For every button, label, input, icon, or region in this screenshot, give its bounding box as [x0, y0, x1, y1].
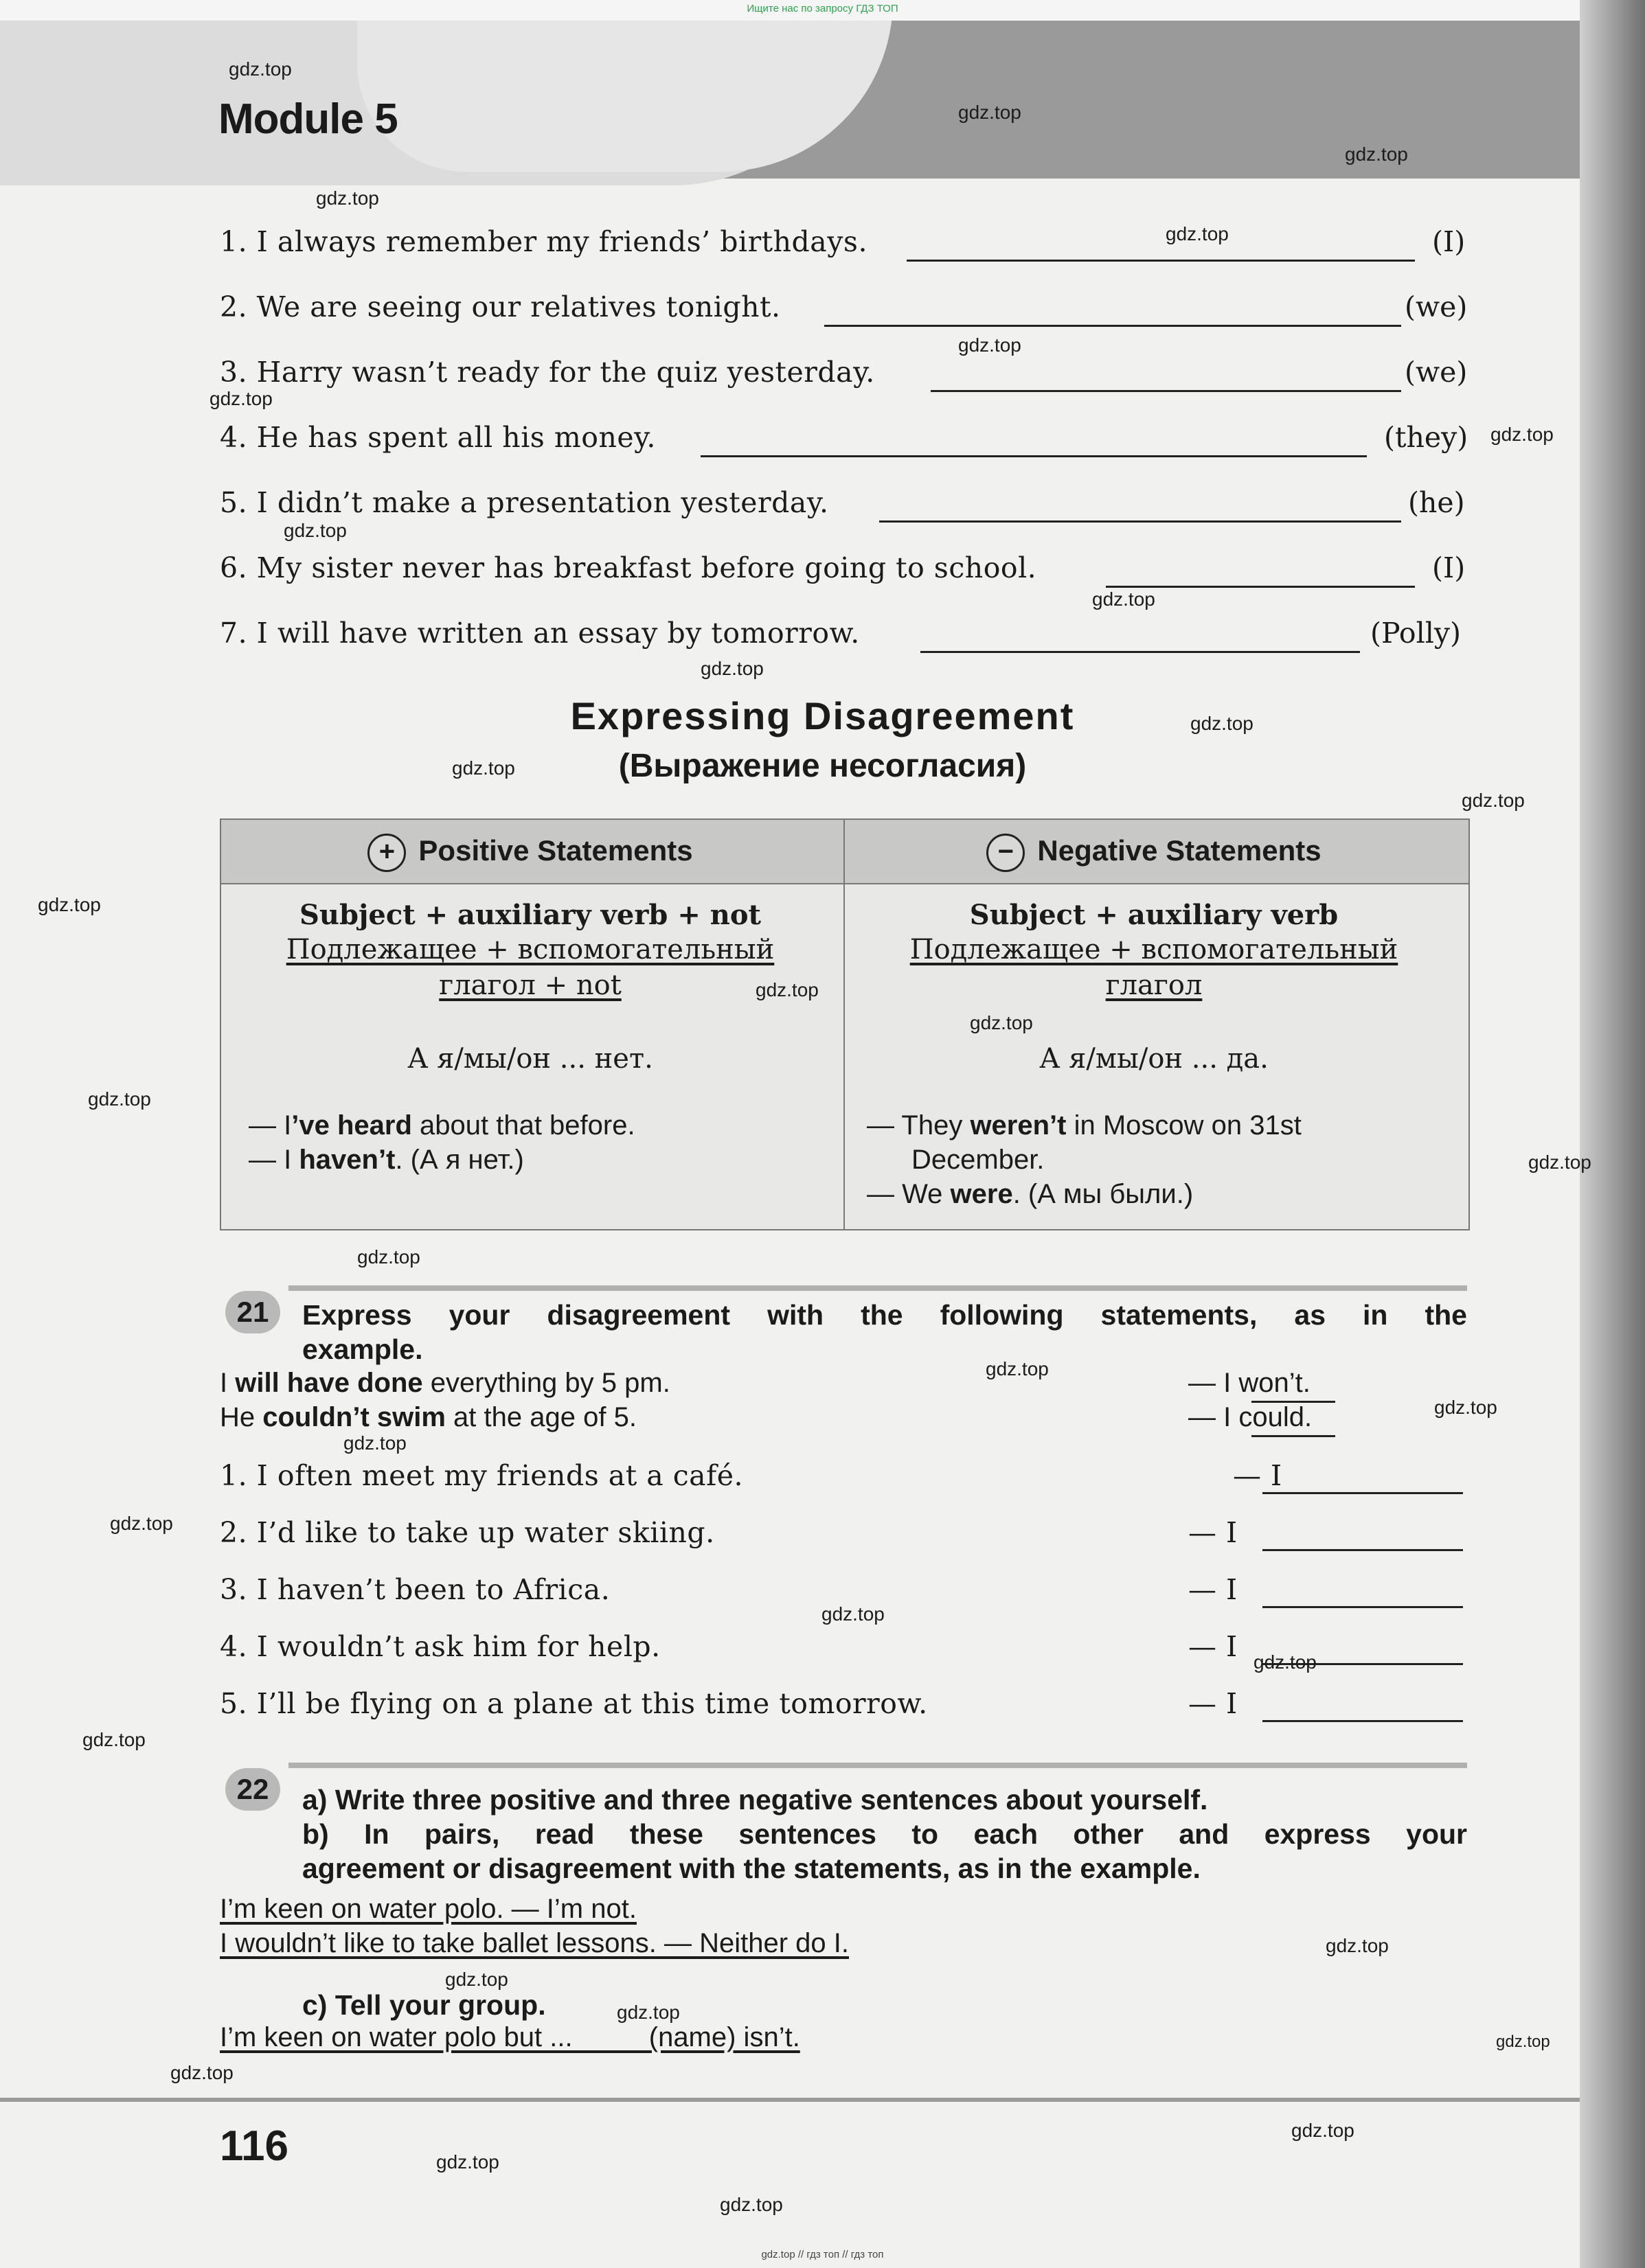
task21-answer: — I	[1188, 1516, 1238, 1549]
grammar-table	[220, 818, 1470, 1230]
task21-item: 5. I’ll be flying on a plane at this time tomorrow.	[220, 1687, 928, 1720]
page-number: 116	[220, 2122, 289, 2170]
task-instruction: example.	[302, 1333, 423, 1365]
section-title: Expressing Disagreement	[570, 694, 1075, 737]
positive-example: — I haven’t. (А я нет.)	[249, 1145, 524, 1175]
exercise-item: 5. I didn’t make a presentation yesterday.	[220, 486, 829, 519]
task-rule	[288, 1763, 1467, 1768]
task21-answer: — I	[1188, 1687, 1238, 1720]
watermark: gdz.top	[701, 658, 764, 679]
exercise-item: 3. Harry wasn’t ready for the quiz yesterday.	[220, 356, 875, 389]
watermark: gdz.top	[1528, 1152, 1591, 1173]
task21-answer: — I	[1233, 1459, 1282, 1492]
watermark: gdz.top	[1434, 1397, 1497, 1418]
task-instruction: c) Tell your group.	[302, 1989, 546, 2021]
bottom-tag: gdz.top // гдз топ // гдз топ	[761, 2249, 884, 2260]
task21-example: He couldn’t swim at the age of 5.	[220, 1402, 637, 1432]
task-instruction: a) Write three positive and three negative sentences about yourself.	[302, 1784, 1208, 1815]
top-search-tag[interactable]: Ищите нас по запросу ГДЗ ТОП	[747, 3, 898, 14]
task21-item: 2. I’d like to take up water skiing.	[220, 1516, 715, 1549]
exercise-hint: (we)	[1405, 290, 1468, 323]
watermark: gdz.top	[88, 1088, 151, 1110]
positive-example: — I’ve heard about that before.	[249, 1110, 635, 1141]
watermark: gdz.top	[452, 757, 515, 779]
task22-example: I wouldn’t like to take ballet lessons. — Neither do I.	[220, 1928, 850, 1958]
watermark: gdz.top	[209, 388, 273, 409]
exercise-item: 2. We are seeing our relatives tonight.	[220, 290, 781, 323]
negative-example: — We were. (А мы были.)	[867, 1179, 1194, 1209]
answer-line[interactable]	[1106, 586, 1415, 588]
task-instruction: b) In pairs, read these sentences to each other and express your	[302, 1818, 1467, 1850]
page-gutter-shadow	[1580, 0, 1645, 2268]
watermark: gdz.top	[986, 1358, 1049, 1379]
task-number: 21	[225, 1291, 280, 1333]
plus-circle-icon: +	[367, 834, 406, 872]
watermark: gdz.top	[821, 1603, 885, 1625]
watermark: gdz.top	[1462, 790, 1525, 811]
answer-line[interactable]	[1262, 1549, 1463, 1551]
watermark: gdz.top	[1253, 1651, 1317, 1673]
table-divider	[843, 820, 845, 1229]
watermark: gdz.top	[617, 2002, 680, 2023]
watermark: gdz.top	[316, 187, 379, 209]
positive-formula: Subject + auxiliary verb + not	[299, 899, 761, 931]
answer-line[interactable]	[907, 260, 1415, 262]
exercise-item: 7. I will have written an essay by tomorrow.	[220, 617, 860, 650]
negative-heading: − Negative Statements	[845, 834, 1463, 872]
watermark: gdz.top	[436, 2151, 499, 2173]
negative-example: December.	[911, 1145, 1045, 1175]
negative-meaning: А я/мы/он ... да.	[1039, 1043, 1269, 1075]
negative-formula-ru: Подлежащее + вспомогательный	[909, 934, 1398, 965]
watermark: gdz.top	[357, 1246, 420, 1268]
watermark: gdz.top	[1190, 713, 1253, 734]
watermark: gdz.top	[445, 1969, 508, 1990]
answer-line[interactable]	[1262, 1720, 1463, 1722]
watermark: gdz.top	[970, 1012, 1033, 1033]
task21-answer: — I	[1188, 1573, 1238, 1606]
watermark: gdz.top	[229, 58, 292, 80]
positive-formula-ru: глагол + not	[439, 970, 622, 1001]
task21-answer: — I	[1188, 1630, 1238, 1663]
positive-formula-ru: Подлежащее + вспомогательный	[286, 934, 775, 965]
exercise-item: 4. He has spent all his money.	[220, 421, 656, 454]
exercise-hint: (we)	[1405, 356, 1468, 389]
watermark: gdz.top	[1496, 2032, 1550, 2051]
watermark: gdz.top	[110, 1513, 173, 1534]
watermark: gdz.top	[1291, 2120, 1354, 2141]
exercise-hint: (he)	[1408, 486, 1465, 519]
watermark: gdz.top	[1326, 1935, 1389, 1956]
positive-heading: + Positive Statements	[221, 834, 839, 872]
watermark: gdz.top	[756, 979, 819, 1000]
watermark: gdz.top	[1166, 223, 1229, 244]
watermark: gdz.top	[82, 1729, 146, 1750]
watermark: gdz.top	[1490, 424, 1554, 445]
answer-underline	[1251, 1435, 1335, 1437]
answer-line[interactable]	[879, 520, 1401, 523]
section-subtitle: (Выражение несогласия)	[618, 748, 1027, 784]
negative-example: — They weren’t in Moscow on 31st	[867, 1110, 1302, 1141]
exercise-hint: (I)	[1432, 225, 1466, 258]
module-title: Module 5	[218, 95, 398, 143]
answer-line[interactable]	[931, 390, 1401, 392]
negative-formula-ru: глагол	[1105, 970, 1203, 1001]
watermark: gdz.top	[1345, 144, 1408, 165]
task21-item: 1. I often meet my friends at a café.	[220, 1459, 744, 1492]
task21-item: 3. I haven’t been to Africa.	[220, 1573, 611, 1606]
answer-line[interactable]	[1262, 1492, 1463, 1494]
exercise-hint: (Polly)	[1370, 617, 1461, 650]
answer-line[interactable]	[824, 325, 1401, 327]
task21-item: 4. I wouldn’t ask him for help.	[220, 1630, 661, 1663]
task-number: 22	[225, 1768, 280, 1811]
exercise-hint: (they)	[1384, 421, 1468, 454]
watermark: gdz.top	[1092, 588, 1155, 610]
task22-example: I’m keen on water polo but ... (name) isn’t.	[220, 2022, 800, 2052]
footer-rule	[0, 2098, 1580, 2102]
watermark: gdz.top	[343, 1432, 407, 1454]
answer-line[interactable]	[701, 455, 1367, 457]
answer-line[interactable]	[1262, 1606, 1463, 1608]
watermark: gdz.top	[38, 894, 101, 915]
watermark: gdz.top	[170, 2062, 234, 2083]
task21-example-answer: — I could.	[1188, 1402, 1313, 1432]
task-rule	[288, 1285, 1467, 1291]
watermark: gdz.top	[958, 102, 1021, 123]
task21-example-answer: — I won’t.	[1188, 1368, 1311, 1398]
watermark: gdz.top	[720, 2194, 783, 2215]
exercise-hint: (I)	[1432, 551, 1466, 584]
positive-meaning: А я/мы/он ... нет.	[407, 1043, 653, 1075]
task-instruction: agreement or disagreement with the statements, as in the example.	[302, 1853, 1201, 1884]
task-instruction: Express your disagreement with the following statements, as in the	[302, 1299, 1467, 1331]
watermark: gdz.top	[284, 520, 347, 541]
watermark: gdz.top	[958, 334, 1021, 356]
exercise-item: 1. I always remember my friends’ birthdays.	[220, 225, 867, 258]
minus-circle-icon: −	[986, 834, 1025, 872]
negative-formula: Subject + auxiliary verb	[969, 899, 1339, 931]
task21-example: I will have done everything by 5 pm.	[220, 1368, 670, 1398]
task22-example: I’m keen on water polo. — I’m not.	[220, 1894, 637, 1924]
answer-line[interactable]	[920, 651, 1360, 653]
exercise-item: 6. My sister never has breakfast before going to school.	[220, 551, 1037, 584]
